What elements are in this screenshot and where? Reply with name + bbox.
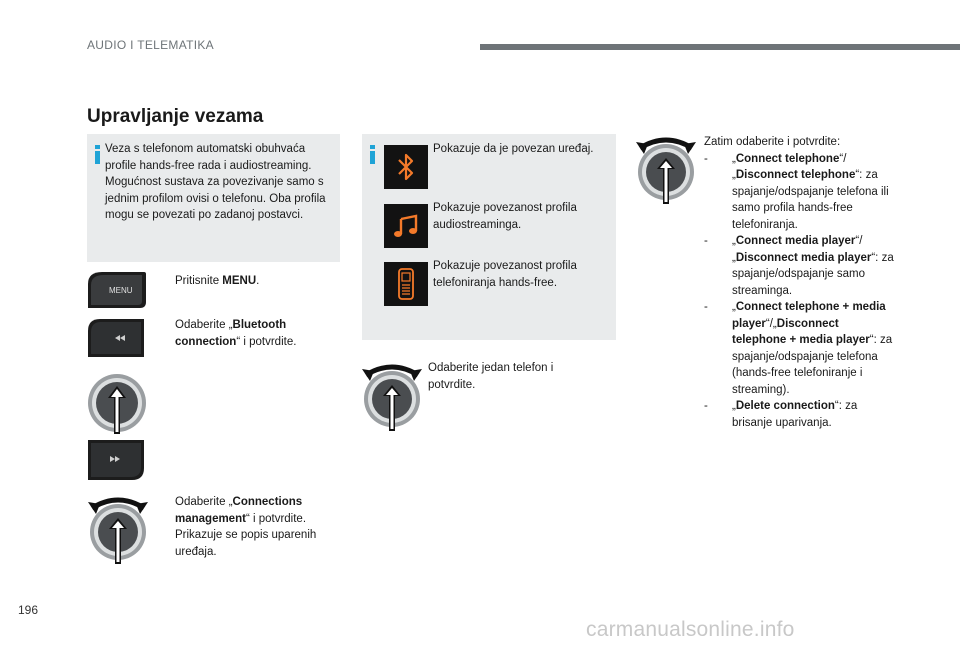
- step-connections-text: Odaberite „Connections management“ i potvrdite. Prikazuje se popis uparenih uređaja.: [175, 494, 330, 560]
- mobile-phone-icon: [384, 262, 428, 306]
- step-select-phone-text: Odaberite jedan telefon i potvrdite.: [428, 362, 554, 391]
- rotary-knob-rotate-push-icon: [86, 494, 150, 566]
- option-connect-media-player: - „Connect media player“/„Disconnect media player“: za spajanje/odspajanje samo streaminga.: [704, 235, 894, 297]
- step-bluetooth-text: Odaberite „Bluetooth connection“ i potvrdite.: [175, 319, 297, 348]
- status-text-bluetooth: Pokazuje da je povezan uređaj.: [433, 143, 594, 155]
- info-icon: [370, 145, 375, 164]
- header-bar: [480, 44, 960, 50]
- page-number: 196: [18, 603, 39, 617]
- menu-key-label: MENU: [109, 286, 133, 295]
- info-box-status-icons: [362, 134, 616, 340]
- section-title: Upravljanje vezama: [87, 106, 264, 127]
- bluetooth-icon: [384, 145, 428, 189]
- watermark: carmanualsonline.info: [586, 618, 795, 641]
- music-note-icon: [384, 204, 428, 248]
- info-text: Veza s telefonom automatski obuhvaća profile hands-free rada i audiostreaming. Mogućnost sustava za povezivanje samo s jednim profilom ovisi o telefonu. Oba profila mogu se povezati po zadanoj postavci.: [105, 143, 326, 221]
- rewind-key-icon: [86, 317, 148, 361]
- rotary-knob-confirm-icon: [634, 134, 698, 206]
- step-menu-text: Pritisnite MENU.: [175, 275, 260, 287]
- option-connect-telephone-media-player: - „Connect telephone + media player“/„Disconnect telephone + media player“: za spajanje/odspajanje telefona (hands-free telefoniranje i streaming).: [704, 301, 893, 396]
- menu-key-icon: [86, 270, 148, 310]
- option-delete-connection: - „Delete connection“: za brisanje uparivanja.: [704, 400, 858, 429]
- rotary-knob-push-icon: [86, 372, 148, 436]
- step-confirm-block: [704, 134, 894, 431]
- info-box-connection-profiles: [87, 134, 340, 262]
- step-connections-note: Prikazuje se popis uparenih uređaja.: [175, 529, 317, 558]
- option-connect-telephone: - „Connect telephone“/„Disconnect telephone“: za spajanje/odspajanje telefona ili samo profila hands-free telefoniranja.: [704, 152, 889, 231]
- step-confirm-intro: Zatim odaberite i potvrdite:: [704, 136, 841, 148]
- running-header: AUDIO I TELEMATIKA: [87, 38, 214, 52]
- fast-forward-key-icon: [86, 438, 148, 482]
- rotary-knob-select-phone-icon: [360, 361, 424, 433]
- status-text-hands-free: Pokazuje povezanost profila telefoniranja hands-free.: [433, 260, 577, 289]
- info-icon: [95, 145, 100, 164]
- status-text-audiostreaming: Pokazuje povezanost profila audiostreaminga.: [433, 202, 577, 231]
